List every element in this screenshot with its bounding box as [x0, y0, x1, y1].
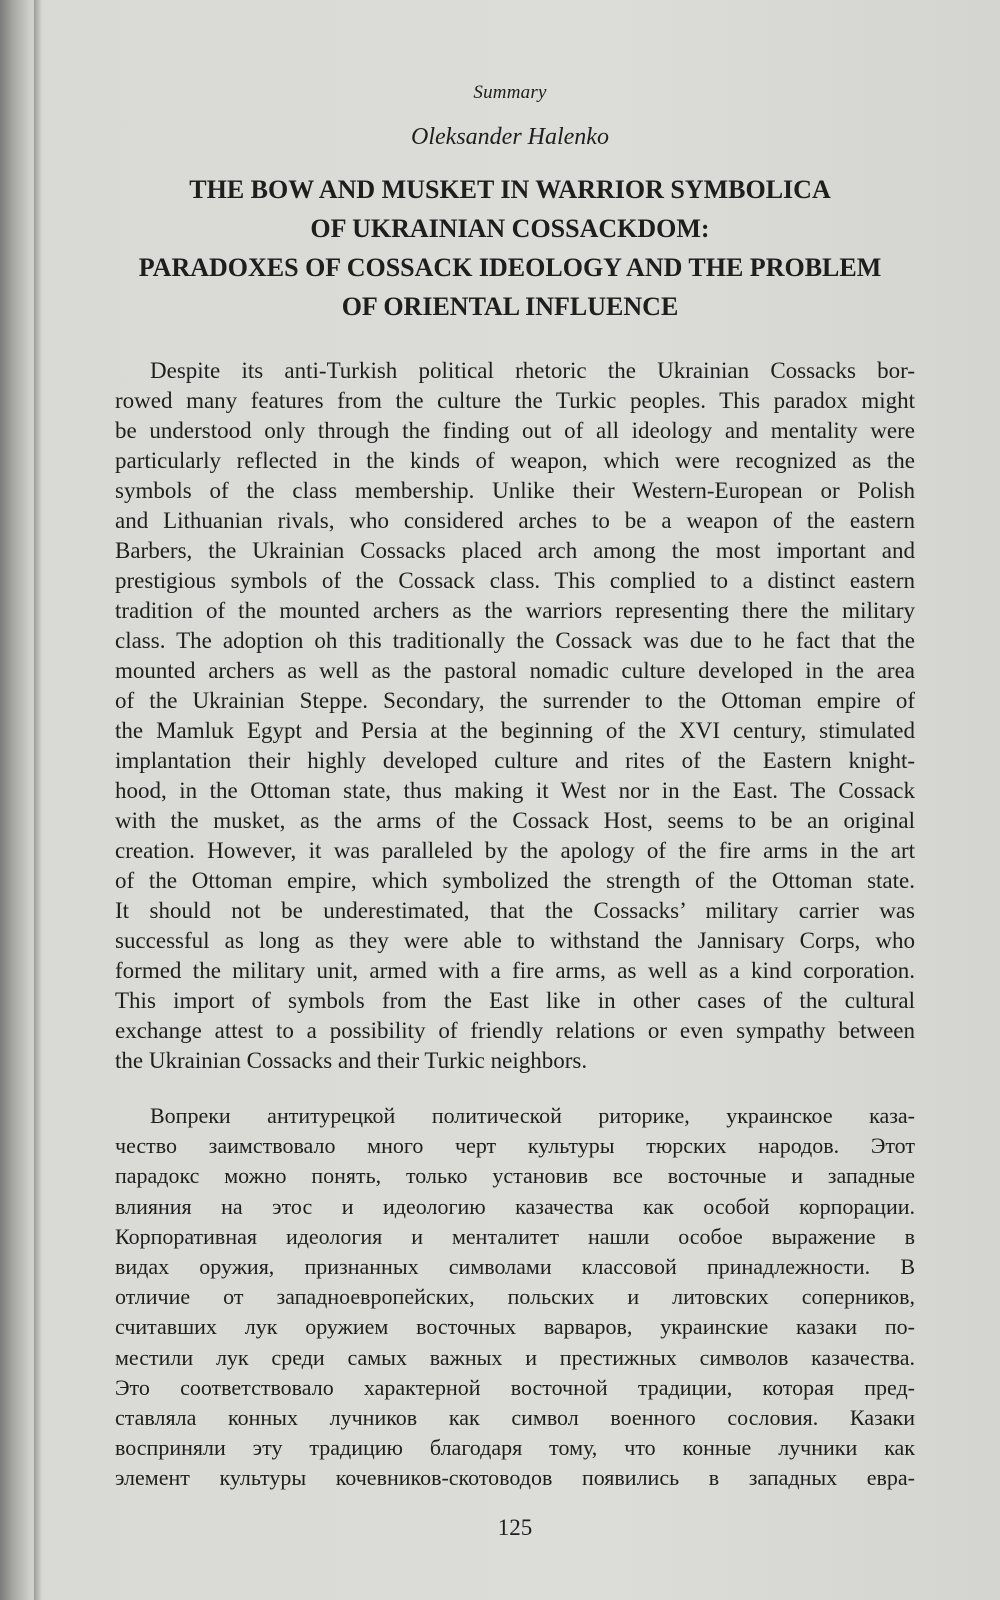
text-line: tradition of the mounted archers as the warriors representing there the military [115, 598, 915, 623]
russian-summary [115, 1101, 915, 1494]
text-line: элемент культуры кочевников-скотоводов появились в западных евра- [115, 1465, 915, 1491]
text-line: of the Ottoman empire, which symbolized the strength of the Ottoman state. [115, 868, 915, 893]
text-line: видах оружия, признанных символами классовой принадлежности. В [115, 1254, 915, 1280]
text-line: mounted archers as well as the pastoral nomadic culture developed in the area [115, 658, 915, 683]
text-line: Это соответствовало характерной восточной традиции, которая пред- [115, 1374, 915, 1400]
text-line: be understood only through the finding out of all ideology and mentality were [115, 418, 915, 443]
text-line: Barbers, the Ukrainian Cossacks placed arch among the most important and [115, 538, 915, 563]
text-line: formed the military unit, armed with a fire arms, as well as a kind corporation. [115, 958, 915, 983]
text-line: symbols of the class membership. Unlike their Western-European or Polish [115, 478, 915, 503]
text-line: восприняли эту традицию благодаря тому, что конные лучники как [115, 1435, 915, 1461]
text-line: class. The adoption oh this traditionally the Cossack was due to he fact that the [115, 628, 915, 653]
text-line: hood, in the Ottoman state, thus making it West nor in the East. The Cossack [115, 778, 915, 803]
text-line: местили лук среди самых важных и престижных символов казачества. [115, 1344, 915, 1370]
title-line: THE BOW AND MUSKET IN WARRIOR SYMBOLICA [189, 175, 831, 204]
text-line: парадокс можно понять, только установив все восточные и западные [115, 1163, 915, 1189]
title-line: OF ORIENTAL INFLUENCE [341, 292, 679, 321]
text-line: Despite its anti-Turkish political rhetoric the Ukrainian Cossacks bor- [150, 358, 915, 383]
text-line: implantation their highly developed culture and rites of the Eastern knight- [115, 748, 915, 773]
text-line: and Lithuanian rivals, who considered arches to be a weapon of the eastern [115, 508, 915, 533]
text-line: Корпоративная идеология и менталитет нашли особое выражение в [115, 1223, 915, 1249]
text-line: ставляла конных лучников как символ военного сословия. Казаки [115, 1405, 915, 1431]
text-line: with the musket, as the arms of the Cossack Host, seems to be an original [115, 808, 915, 833]
article-title [115, 170, 905, 326]
text-line: particularly reflected in the kinds of weapon, which were recognized as the [115, 448, 915, 473]
section-label: Summary [473, 82, 547, 103]
page-content [115, 0, 915, 1600]
text-line: the Mamluk Egypt and Persia at the beginning of the XVI century, stimulated [115, 718, 915, 743]
text-line: Вопреки антитурецкой политической риторике, украинское каза- [150, 1103, 915, 1128]
text-line: This import of symbols from the East like in other cases of the cultural [115, 988, 915, 1013]
title-line: OF UKRAINIAN COSSACKDOM: [310, 214, 710, 243]
english-summary [115, 356, 915, 1076]
text-line: влияния на этос и идеологию казачества как особой корпорации. [115, 1193, 915, 1219]
text-line: exchange attest to a possibility of friendly relations or even sympathy between [115, 1018, 915, 1043]
title-line: PARADOXES OF COSSACK IDEOLOGY AND THE PROBLEM [138, 253, 882, 282]
text-line: of the Ukrainian Steppe. Secondary, the surrender to the Ottoman empire of [115, 688, 915, 713]
text-line: prestigious symbols of the Cossack class. This complied to a distinct eastern [115, 568, 915, 593]
text-line: It should not be underestimated, that the Cossacks’ military carrier was [115, 898, 915, 923]
text-line: creation. However, it was paralleled by the apology of the fire arms in the art [115, 838, 915, 863]
binding-shadow [34, 0, 42, 1600]
text-line: successful as long as they were able to withstand the Jannisary Corps, who [115, 928, 915, 953]
text-line: отличие от западноевропейских, польских и литовских соперников, [115, 1284, 915, 1310]
text-line: считавших лук оружием восточных варваров, украинские казаки по- [115, 1314, 915, 1340]
text-line: rowed many features from the culture the Turkic peoples. This paradox might [115, 388, 915, 413]
text-line: the Ukrainian Cossacks and their Turkic neighbors. [115, 1048, 588, 1073]
page-number: 125 [497, 1515, 533, 1540]
author-name: Oleksander Halenko [411, 124, 609, 150]
text-line: чество заимствовало много черт культуры тюрских народов. Этот [115, 1133, 915, 1159]
